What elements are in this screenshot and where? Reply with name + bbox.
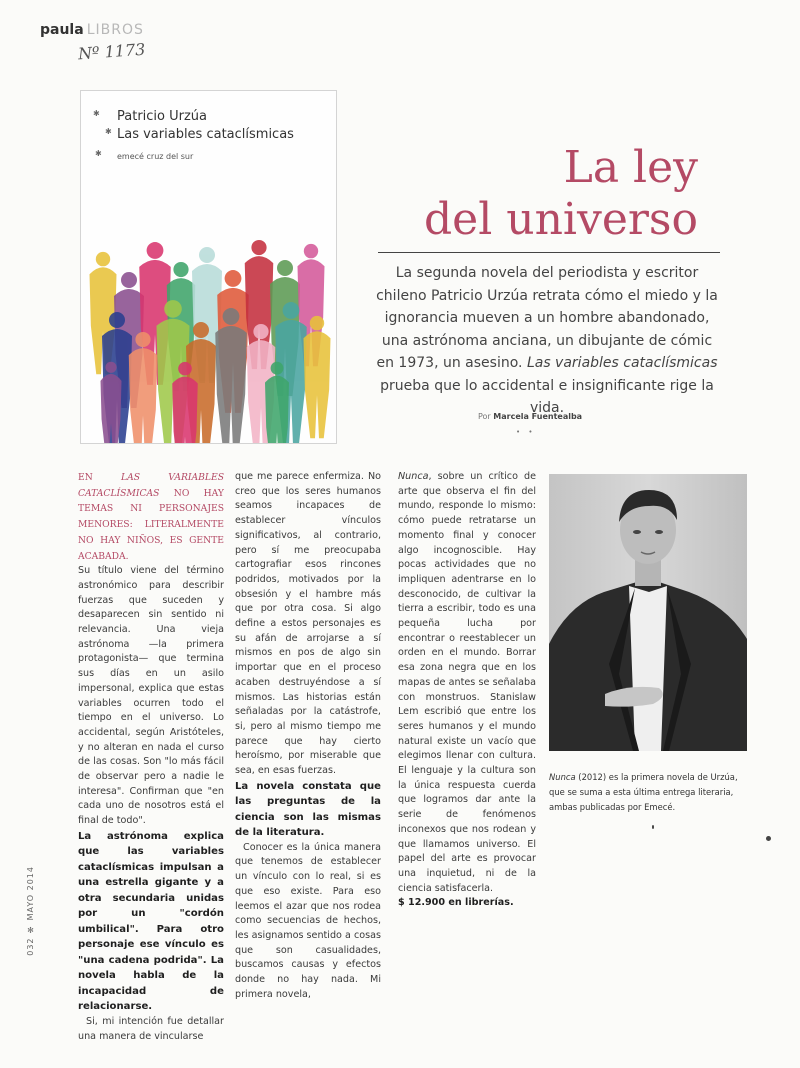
cover-illustration — [81, 211, 336, 443]
answer-text: , sobre un crítico de arte que observa el fin del mundo, responde lo mismo: cómo puede retratarse un momento final y conocer algo incognoscible. Hay pocas actividades que no impliquen adentrarse en lo desconocido, de cultivar la tierra a escribir, todo es una pequeña lucha por encontrar o reestablecer un orden en el mundo. Borrar esa zona negra que en los mapas de antes se señalaba con monstruos. Stanislaw Lem escribió que entre los seres humanos y el mundo natural existe un vacío que elegimos llenar con cultura. El lenguaje y la cultura son la única respuesta cuerda que logramos dar ante la serie de fenómenos inconexos que nos rodean y que llamamos universo. El papel del arte es provocar una inquietud, ni de la ciencia satisfacerla. — [398, 471, 536, 894]
article-title — [380, 142, 698, 246]
scan-speck — [766, 836, 771, 841]
byline-ornament: • • — [516, 428, 536, 436]
handwritten-issue-note: Nº 1173 — [77, 39, 146, 64]
lead-question — [78, 470, 224, 564]
byline-prefix: Por — [478, 412, 491, 421]
lead-text-end: NO HAY TEMAS NI PERSONAJES MENORES: LITERALMENTE NO HAY NIÑOS, ES GENTE ACABADA. — [78, 487, 224, 562]
byline-author: Marcela Fuentealba — [493, 412, 583, 421]
cover-star-icon: ✱ — [93, 109, 100, 118]
title-line-1: La ley — [563, 142, 698, 193]
page-folio: 032 ✻ MAYO 2014 — [26, 866, 35, 956]
cover-author: Patricio Urzúa — [117, 109, 208, 124]
caption-book-title: Nunca — [549, 772, 576, 782]
cover-book-title: Las variables cataclísmicas — [117, 127, 294, 142]
scan-speck — [652, 825, 654, 829]
byline — [478, 412, 582, 421]
cover-publisher: emecé cruz del sur — [117, 152, 194, 161]
book-reference: Nunca — [398, 471, 429, 482]
caption-text: (2012) es la primera novela de Urzúa, que se suma a esta última entrega literaria, ambas publicadas por Emecé. — [549, 772, 738, 812]
title-line-2: del universo — [423, 194, 698, 245]
answer-paragraph: Su título viene del término astronómico para describir fuerzas que suceden y desaparecen sin sentido ni relevancia. Una vieja astrónoma —la primera protagonista— que termina sus días en un asilo impersonal, explica que estas variables ocurren todo el tiempo en el universo. Lo accidental, según Aristóteles, y no alteran en nada el curso de las cosas. Son "lo más fácil de observar pero a nadie le interesa". Confirman que "en cada uno de nosotros está el final de todo". — [78, 565, 224, 827]
question-paragraph: La novela constata que las preguntas de la ciencia son las mismas de la literatura. — [235, 780, 381, 839]
title-divider — [378, 252, 720, 253]
cover-star-icon: ✱ — [95, 149, 102, 158]
section-name: LIBROS — [86, 22, 144, 38]
book-price: $ 12.900 en librerías. — [398, 897, 514, 909]
column-2 — [235, 470, 381, 1003]
magazine-brand — [40, 22, 144, 38]
deck-text-end: prueba que lo accidental e insignificante rige la vida. — [380, 377, 714, 416]
column-3 — [398, 470, 536, 911]
answer-paragraph: Conocer es la única manera que tenemos de establecer un vínculo con lo real, si es que eso existe. Para eso leemos el azar que nos rodea como secuencias de hechos, les asignamos sentido a cosas que son casualidades, buscamos causas y efectos donde no hay nada. Mi primera novela, — [235, 841, 381, 1000]
lead-text: EN — [78, 472, 93, 483]
author-photo — [549, 474, 747, 751]
lead-book-title: LAS VARIABLES CATACLÍSMICAS — [78, 472, 224, 499]
answer-paragraph: Si, mi intención fue detallar una manera de vincularse — [78, 1015, 224, 1042]
deck-text: La segunda novela del periodista y escritor chileno Patricio Urzúa retrata cómo el miedo y la ignorancia mueven a un hombre abandonado, una astrónoma anciana, un dibujante de cómic en 1973, un asesino. — [376, 265, 718, 371]
book-cover — [80, 90, 337, 444]
column-1 — [78, 470, 224, 1044]
article-deck — [372, 262, 722, 420]
answer-paragraph — [398, 470, 536, 896]
question-paragraph: La astrónoma explica que las variables cataclísmicas impulsan a una estrella gigante y a otra secundaria unidas por un "cordón umbilical". Para otro personaje ese vínculo es "una cadena podrida". La novela habla de la incapacidad de relacionarse. — [78, 830, 224, 1013]
deck-book-title: Las variables cataclísmicas — [526, 355, 718, 371]
answer-paragraph: que me parece enfermiza. No creo que los seres humanos seamos incapaces de establecer vínculos significativos, al contrario, pero sí me preocupaba cartografiar esos rincones podridos, motivados por la obsesión y el hambre más que por otra cosa. Si algo define a estos personajes es su afán de arrojarse a sí mismos en pos de algo sin importar que en el proceso acaben destruyéndose a sí mismos. Las historias están señaladas por la catástrofe, si, pero al mismo tiempo me parece que hay cierto heroísmo, por miserable que sea, en esas fuerzas. — [235, 471, 381, 777]
photo-caption — [549, 770, 754, 815]
brand-name: paula — [40, 22, 84, 38]
cover-star-icon: ✱ — [105, 127, 112, 136]
